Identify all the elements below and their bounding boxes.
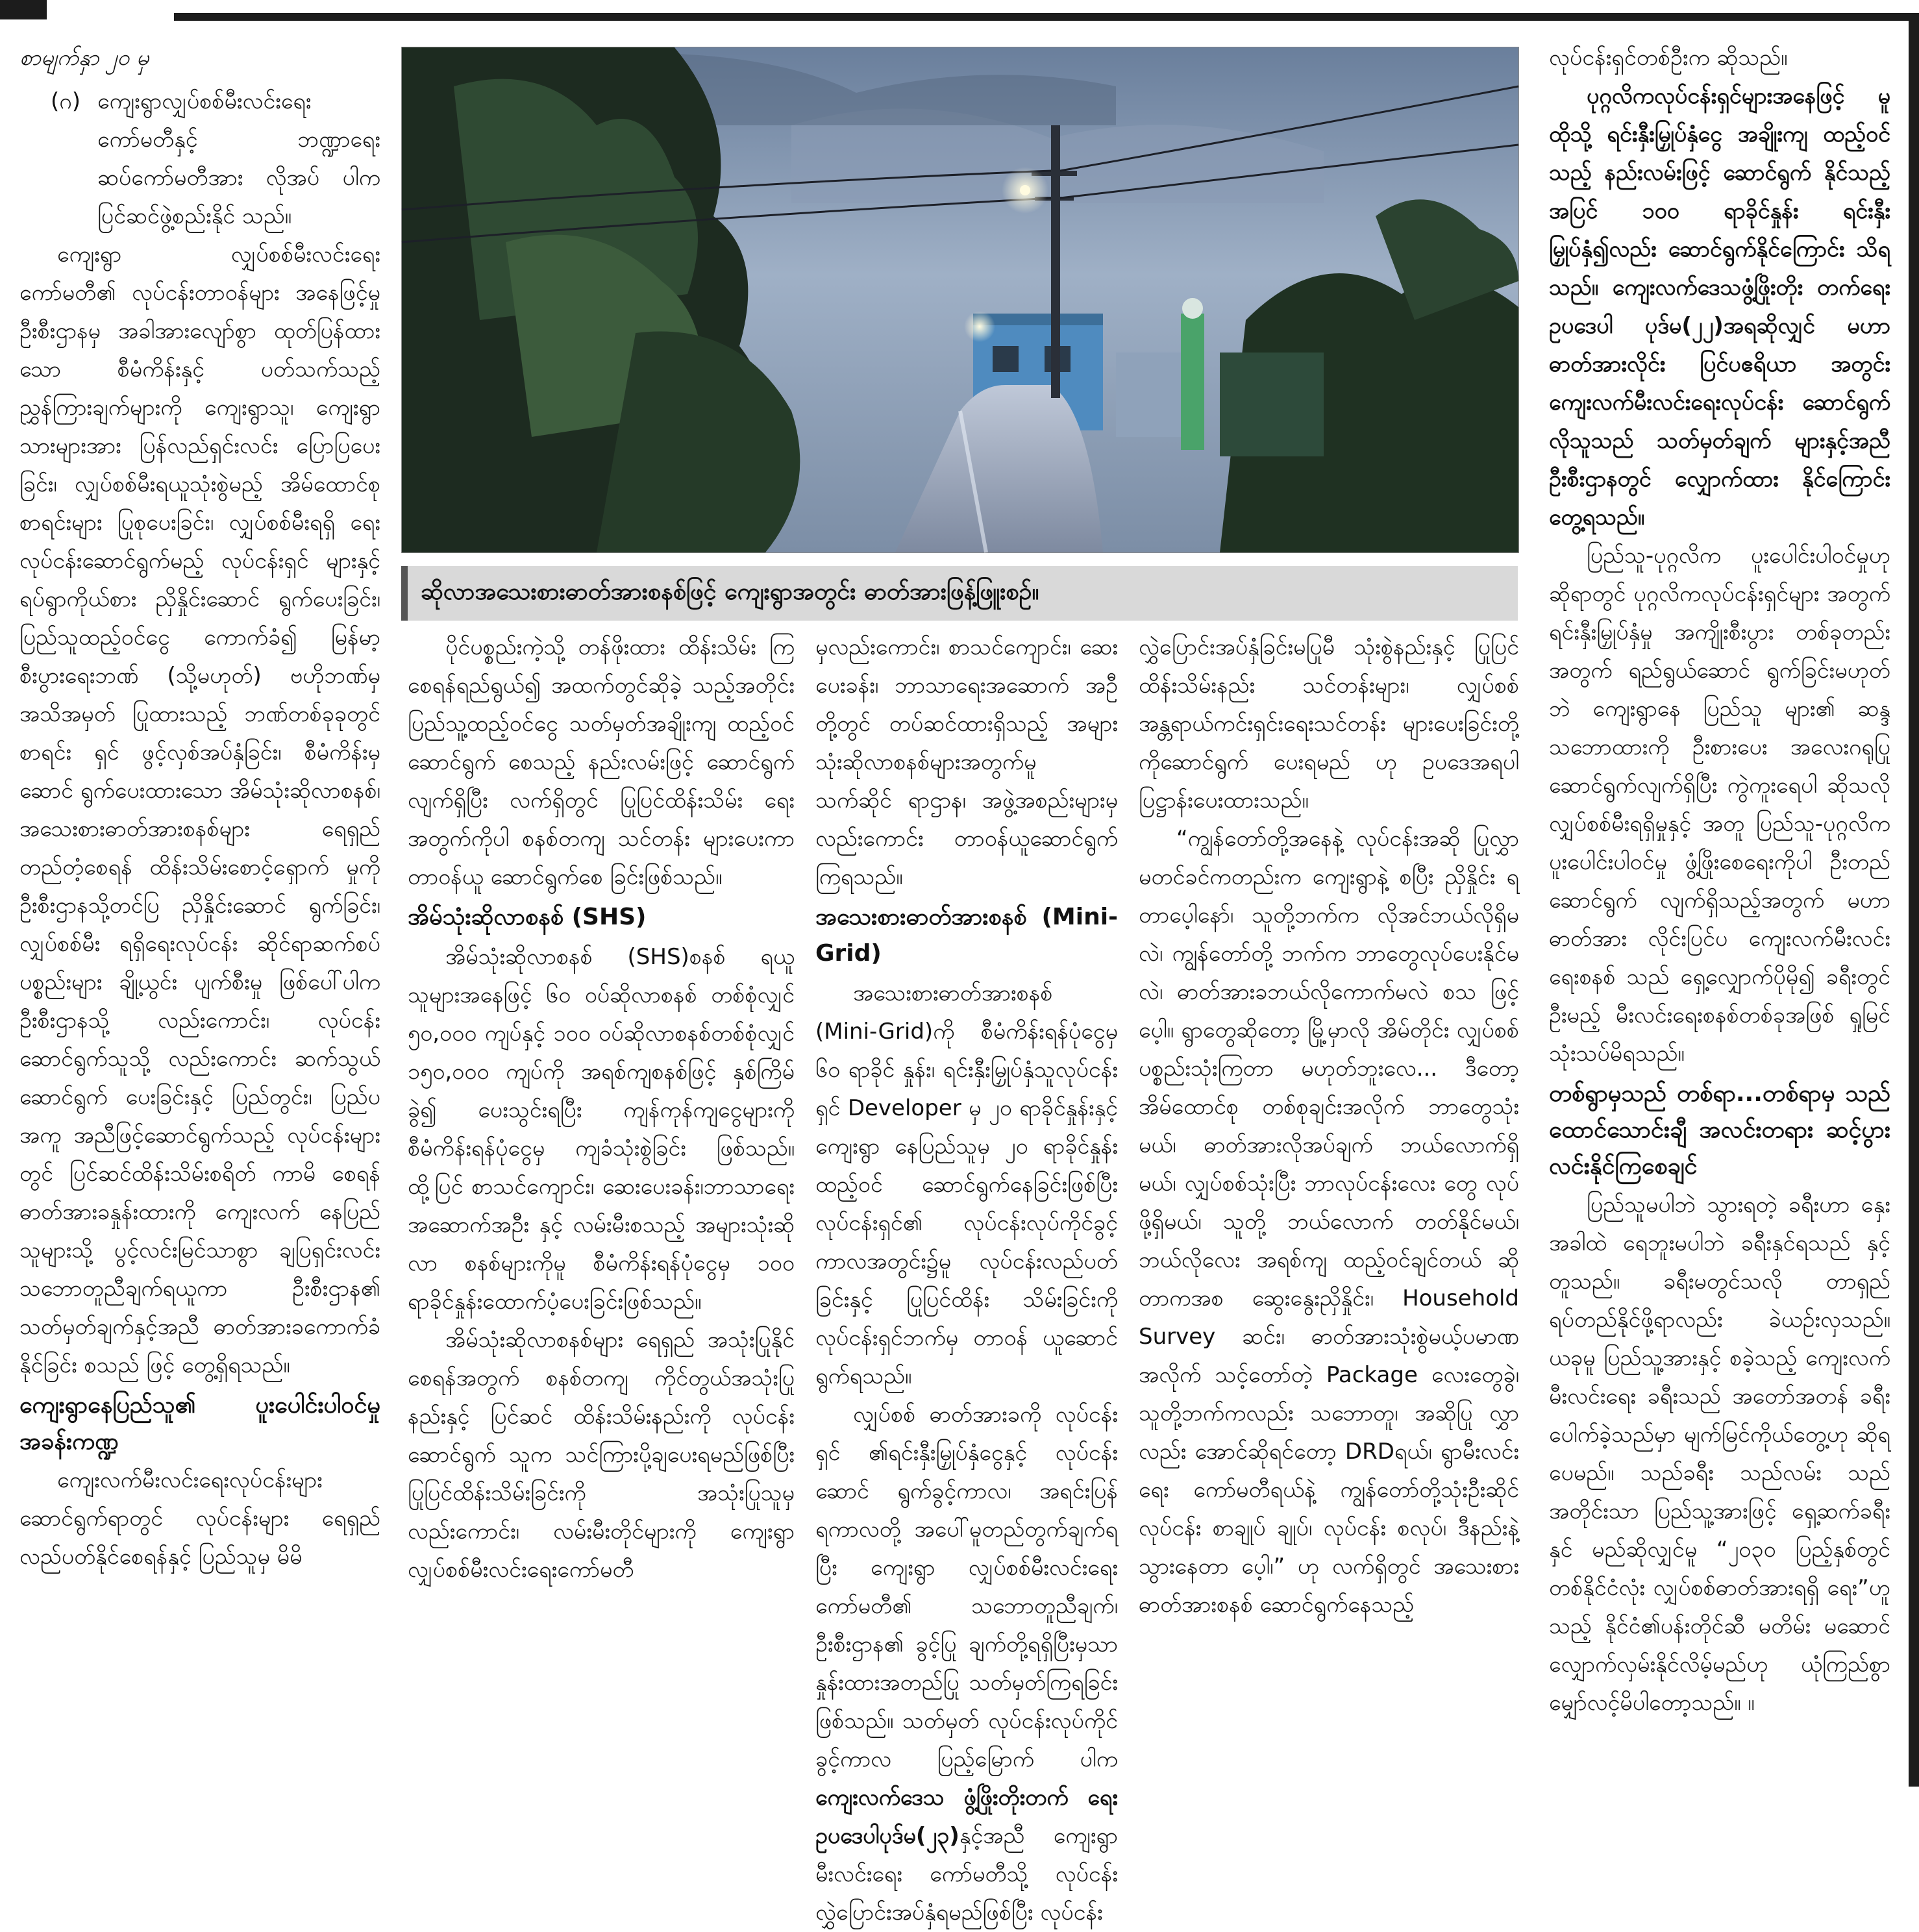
list-item-text: ကျေးရွာလျှပ်စစ်မီးလင်းရေး ကော်မတီနှင့် ဘဏ္ဍာရေး ဆပ်ကော်မတီအား လိုအပ် ပါက ပြင်ဆင်ဖွဲ့စည်းနိုင် သည်။	[97, 88, 380, 229]
paragraph: ကျေးလက်မီးလင်းရေးလုပ်ငန်းများ ဆောင်ရွက်ရာတွင် လုပ်ငန်းများ ရေရှည် လည်ပတ်နိုင်စေရန်နှင့် ပြည်သူမှ မိမိ	[19, 1467, 380, 1570]
paragraph: အိမ်သုံးဆိုလာစနစ်များ ရေရှည် အသုံးပြုနိုင်စေရန်အတွက် စနစ်တကျ ကိုင်တွယ်အသုံးပြုနည်းနှင့် ပြင်ဆင် ထိန်းသိမ်းနည်းကို လုပ်ငန်းဆောင်ရွက် သူက သင်ကြားပို့ချပေးရမည်ဖြစ်ပြီး ပြုပြင်ထိန်းသိမ်းခြင်းကို အသုံးပြုသူမှ လည်းကောင်း၊ လမ်းမီးတိုင်များကို ကျေးရွာလျှပ်စစ်မီးလင်းရေးကော်မတီ	[408, 1327, 795, 1583]
paragraph: ပြည်သူမပါဘဲ သွားရတဲ့ ခရီးဟာ နှေးအခါထဲ ရေဘူးမပါဘဲ ခရီးနှင်ရသည် နှင့်တူသည်။ ခရီးမတွင်သလို တာရှည် ရပ်တည်နိုင်ဖို့ရာလည်း ခဲယဉ်းလှသည်။ ယခုမူ ပြည်သူ့အားနှင့် စခဲ့သည့် ကျေးလက်မီးလင်းရေး ခရီးသည် အတော်အတန် ခရီးပေါက်ခဲ့သည်မှာ မျက်မြင်ကိုယ်တွေ့ဟု ဆိုရပေမည်။ သည်ခရီး သည်လမ်း သည်အတိုင်းသာ ပြည်သူ့အားဖြင့် ရှေ့ဆက်ခရီးနှင် မည်ဆိုလျှင်မူ “၂၀၃၀ ပြည့်နှစ်တွင် တစ်နိုင်ငံလုံး လျှပ်စစ်ဓာတ်အားရရှိ ရေး”ဟူသည့် နိုင်ငံ၏ပန်းတိုင်ဆီ မတိမ်း မဆောင် လျှောက်လှမ်းနိုင်လိမ့်မည်ဟု ယုံကြည်စွာမျှော်လင့်မိပါတော့သည်။ ။	[1549, 1192, 1890, 1716]
article-column-1	[19, 39, 380, 1779]
continued-from: စာမျက်နှာ ၂၀ မှ	[19, 45, 149, 71]
top-rule-right	[174, 13, 1919, 21]
paragraph: လွှဲပြောင်းအပ်နှံခြင်းမပြုမီ သုံးစွဲနည်းနှင့် ပြုပြင်ထိန်းသိမ်းနည်း သင်တန်းများ၊ လျှပ်စစ်အန္တရာယ်ကင်းရှင်းရေးသင်တန်း များပေးခြင်းတို့ကိုဆောင်ရွက် ပေးရမည် ဟု ဥပဒေအရပါ ပြဋ္ဌာန်းပေးထားသည်။	[1139, 634, 1519, 813]
paragraph: ပိုင်ပစ္စည်းကဲ့သို့ တန်ဖိုးထား ထိန်းသိမ်း ကြစေရန်ရည်ရွယ်၍ အထက်တွင်ဆိုခဲ့ သည့်အတိုင်း ပြည်သူ့ထည့်ဝင်ငွေ သတ်မှတ်အချိုးကျ ထည့်ဝင်ဆောင်ရွက် စေသည့် နည်းလမ်းဖြင့် ဆောင်ရွက် လျက်ရှိပြီး လက်ရှိတွင် ပြုပြင်ထိန်းသိမ်း ရေးအတွက်ကိုပါ စနစ်တကျ သင်တန်း များပေးကာ တာဝန်ယူ ဆောင်ရွက်စေ ခြင်းဖြစ်သည်။	[408, 634, 795, 890]
paragraph: ပြည်သူ-ပုဂ္ဂလိက ပူးပေါင်းပါဝင်မှုဟု ဆိုရာတွင် ပုဂ္ဂလိကလုပ်ငန်းရှင်များ အတွက် ရင်းနှီးမြှုပ်နှံမှု အကျိုးစီးပွား တစ်ခုတည်းအတွက် ရည်ရွယ်ဆောင် ရွက်ခြင်းမဟုတ်ဘဲ ကျေးရွာနေ ပြည်သူ များ၏ ဆန္ဒသဘောထားကို ဦးစားပေး အလေးဂရုပြု ဆောင်ရွက်လျက်ရှိပြီး ကွဲကူးရေပါ ဆိုသလို လျှပ်စစ်မီးရရှိမှုနှင့် အတူ ပြည်သူ-ပုဂ္ဂလိက ပူးပေါင်းပါဝင်မှု ဖွံ့ဖြိုးစေရေးကိုပါ ဦးတည်ဆောင်ရွက် လျက်ရှိသည့်အတွက် မဟာဓာတ်အား လိုင်းပြင်ပ ကျေးလက်မီးလင်းရေးစနစ် သည် ရှေ့လျှောက်ပိုမို၍ ခရီးတွင်ဦးမည့် မီးလင်းရေးစနစ်တစ်ခုအဖြစ် ရှုမြင် သုံးသပ်မိရသည်။	[1549, 543, 1890, 1067]
paragraph-text: လျှပ်စစ် ဓာတ်အားခကို လုပ်ငန်းရှင် ၏ရင်းနှီးမြှုပ်နှံငွေနှင့် လုပ်ငန်းဆောင် ရွက်ခွင့်ကာလ၊ အရင်းပြန်ရကာလတို့ အပေါ်မူတည်တွက်ချက်ရပြီး ကျေးရွာ လျှပ်စစ်မီးလင်းရေး ကော်မတီ၏ သဘောတူညီချက်၊ ဦးစီးဌာန၏ ခွင့်ပြု ချက်တို့ရရှိပြီးမှသာ နှုန်းထားအတည်ပြု သတ်မှတ်ကြရခြင်းဖြစ်သည်။ သတ်မှတ် လုပ်ငန်းလုပ်ကိုင်ခွင့်ကာလ ပြည့်မြောက် ပါက	[815, 1402, 1118, 1772]
village-street-photo	[402, 47, 1518, 552]
list-item	[19, 82, 380, 236]
paragraph: လုပ်ငန်းရှင်တစ်ဦးက ဆိုသည်။	[1549, 45, 1788, 71]
list-item-number: (ဂ)	[51, 88, 80, 114]
section-heading: အိမ်သုံးဆိုလာစနစ် (SHS)	[408, 904, 647, 930]
quote-paragraph: “ကျွန်တော်တို့အနေနဲ့ လုပ်ငန်းအဆို ပြုလွှာ မတင်ခင်ကတည်းက ကျေးရွာနဲ့ စပြီး ညှိနှိုင်း ရတာပေ့ါနော်၊ သူတို့ဘက်က လိုအင်ဘယ်လိုရှိမလဲ၊ ကျွန်တော်တို့ ဘက်က ဘာတွေလုပ်ပေးနိုင်မလဲ၊ ဓာတ်အားခဘယ်လိုကောက်မလဲ စသ ဖြင့်ပေ့ါ။ ရွာတွေဆိုတော့ မြို့မှာလို အိမ်တိုင်း လျှပ်စစ်ပစ္စည်းသုံးကြတာ မဟုတ်ဘူးလေ... ဒီတော့ အိမ်ထောင်စု တစ်စုချင်းအလိုက် ဘာတွေသုံးမယ်၊ ဓာတ်အားလိုအပ်ချက် ဘယ်လောက်ရှိ မယ်၊ လျှပ်စစ်သုံးပြီး ဘာလုပ်ငန်းလေး တွေ လုပ်ဖို့ရှိမယ်၊ သူတို့ ဘယ်လောက် တတ်နိုင်မယ်၊ ဘယ်လိုလေး အရစ်ကျ ထည့်ဝင်ချင်တယ် ဆိုတာကအစ ဆွေးနွေးညှိနှိုင်း၊ Household Survey ဆင်း၊ ဓာတ်အားသုံးစွဲမယ့်ပမာဏအလိုက် သင့်တော်တဲ့ Package လေးတွေခွဲ၊ သူတို့ဘက်ကလည်း သဘောတူ၊ အဆိုပြု လွှာလည်း အောင်ဆိုရင်တော့ DRDရယ်၊ ရွာမီးလင်းရေး ကော်မတီရယ်နဲ့ ကျွန်တော်တို့သုံးဦးဆိုင် လုပ်ငန်း စာချုပ် ချုပ်၊ လုပ်ငန်း စလုပ်၊ ဒီနည်းနဲ့သွားနေတာ ပေ့ါ၊” ဟု လက်ရှိတွင် အသေးစား ဓာတ်အားစနစ် ဆောင်ရွက်နေသည့်	[1139, 826, 1519, 1618]
paragraph: အိမ်သုံးဆိုလာစနစ် (SHS)စနစ် ရယူ သူများအနေဖြင့် ၆၀ ဝပ်ဆိုလာစနစ် တစ်စုံလျှင် ၅၀,၀၀၀ ကျပ်နှင့် ၁၀၀ ဝပ်ဆိုလာစနစ်တစ်စုံလျှင် ၁၅၀,၀၀၀ ကျပ်ကို အရစ်ကျစနစ်ဖြင့် နှစ်ကြိမ်ခွဲ၍ ပေးသွင်းရပြီး ကျန်ကုန်ကျငွေများကို စီမံကိန်းရန်ပုံငွေမှ ကျခံသုံးစွဲခြင်း ဖြစ်သည်။ ထို့ပြင် စာသင်ကျောင်း၊ ဆေးပေးခန်း၊ဘာသာရေးအဆောက်အဦး နှင့် လမ်းမီးစသည့် အများသုံးဆိုလာ စနစ်များကိုမူ စီမံကိန်းရန်ပုံငွေမှ ၁၀၀ ရာခိုင်နှုန်းထောက်ပံ့ပေးခြင်းဖြစ်သည်။	[408, 944, 795, 1315]
top-rule-left	[0, 0, 47, 19]
article-column-4	[1139, 628, 1519, 1779]
paragraph: မှလည်းကောင်း၊ စာသင်ကျောင်း၊ ဆေးပေးခန်း၊ ဘာသာရေးအဆောက် အဦတို့တွင် တပ်ဆင်ထားရှိသည့် အများ သုံးဆိုလာစနစ်များအတွက်မူ သက်ဆိုင် ရာဌာန၊ အဖွဲ့အစည်းများမှလည်းကောင်း တာဝန်ယူဆောင်ရွက်ကြရသည်။	[815, 634, 1118, 890]
bold-paragraph: ပုဂ္ဂလိကလုပ်ငန်းရှင်များအနေဖြင့် မူ ထိုသို့ ရင်းနှီးမြှုပ်နှံငွေ အချိုးကျ ထည့်ဝင်သည့် နည်းလမ်းဖြင့် ဆောင်ရွက် နိုင်သည့်အပြင် ၁၀၀ ရာခိုင်နှုန်း ရင်းနှီး မြှုပ်နှံ၍လည်း ဆောင်ရွက်နိုင်ကြောင်း သိရသည်။ ကျေးလက်ဒေသဖွံ့ဖြိုးတိုး တက်ရေးဥပဒေပါ ပုဒ်မ(၂၂)အရဆိုလျှင် မဟာဓာတ်အားလိုင်း ပြင်ပဧရိယာ အတွင်း ကျေးလက်မီးလင်းရေးလုပ်ငန်း ဆောင်ရွက်လိုသူသည် သတ်မှတ်ချက် များနှင့်အညီ ဦးစီးဌာနတွင် လျှောက်ထား နိုင်ကြောင်းတွေ့ရသည်။	[1549, 83, 1890, 530]
article-column-5	[1549, 39, 1890, 1779]
article-column-2	[408, 628, 795, 1779]
article-column-3	[815, 628, 1118, 1926]
paragraph: ကျေးရွာ လျှပ်စစ်မီးလင်းရေး ကော်မတီ၏ လုပ်ငန်းတာဝန်များ အနေဖြင့်မှု ဦးစီးဌာနမှ အခါအားလျော်စွာ ထုတ်ပြန်ထားသော စီမံကိန်းနှင့် ပတ်သက်သည့် ညွှန်ကြားချက်များကို ကျေးရွာသူ၊ ကျေးရွာသားများအား ပြန်လည်ရှင်းလင်း ပြောပြပေးခြင်း၊ လျှပ်စစ်မီးရယူသုံးစွဲမည့် အိမ်ထောင်စု စာရင်းများ ပြုစုပေးခြင်း၊ လျှပ်စစ်မီးရရှိ ရေးလုပ်ငန်းဆောင်ရွက်မည့် လုပ်ငန်းရှင် များနှင့် ရပ်ရွာကိုယ်စား ညှိနှိုင်းဆောင် ရွက်ပေးခြင်း၊ ပြည်သူထည့်ဝင်ငွေ ကောက်ခံ၍ မြန်မာ့စီးပွားရေးဘဏ် (သို့မဟုတ်) ဗဟိုဘဏ်မှ အသိအမှတ် ပြုထားသည့် ဘဏ်တစ်ခုခုတွင် စာရင်း ရှင် ဖွင့်လှစ်အပ်နှံခြင်း၊ စီမံကိန်းမှ ဆောင် ရွက်ပေးထားသော အိမ်သုံးဆိုလာစနစ်၊ အသေးစားဓာတ်အားစနစ်များ ရေရှည် တည်တံ့စေရန် ထိန်းသိမ်းစောင့်ရှောက် မှုကို ဦးစီးဌာနသို့တင်ပြ ညှိနှိုင်းဆောင် ရွက်ခြင်း၊ လျှပ်စစ်မီး ရရှိရေးလုပ်ငန်း ဆိုင်ရာဆက်စပ်ပစ္စည်းများ ချို့ယွင်း ပျက်စီးမှု ဖြစ်ပေါ်ပါက ဦးစီးဌာနသို့ လည်းကောင်း၊ လုပ်ငန်းဆောင်ရွက်သူသို့ လည်းကောင်း ဆက်သွယ်ဆောင်ရွက် ပေးခြင်းနှင့် ပြည်တွင်း၊ ပြည်ပ အကူ အညီဖြင့်ဆောင်ရွက်သည့် လုပ်ငန်းများ တွင် ပြင်ဆင်ထိန်းသိမ်းစရိတ် ကာမိ စေရန်ဓာတ်အားခနှုန်းထားကို ကျေးလက် နေပြည်သူများသို့ ပွင့်လင်းမြင်သာစွာ ချပြရှင်းလင်း သဘောတူညီချက်ရယူကာ ဦးစီးဌာန၏ သတ်မှတ်ချက်နှင့်အညီ ဓာတ်အားခကောက်ခံနိုင်ခြင်း စသည် ဖြင့် တွေ့ရှိရသည်။	[19, 242, 380, 1378]
article-photo	[401, 47, 1519, 553]
right-border	[1909, 13, 1919, 1787]
section-heading: ကျေးရွာနေပြည်သူ၏ ပူးပေါင်းပါဝင်မှုအခန်းကဏ္ဍ	[19, 1392, 380, 1455]
law-reference: ကျေးလက်ဒေသ ဖွံ့ဖြိုးတိုးတက် ရေးဥပဒေပါပုဒ်မ(၂၃)	[815, 1785, 1118, 1849]
section-heading: အသေးစားဓာတ်အားစနစ် (Mini-Grid)	[815, 904, 1118, 967]
paragraph: အသေးစားဓာတ်အားစနစ် (Mini-Grid)ကို စီမံကိန်းရန်ပုံငွေမှ ၆၀ ရာခိုင် နှုန်း၊ ရင်းနှီးမြှုပ်နှံသူလုပ်ငန်းရှင် Developer မှ ၂၀ ရာခိုင်နှုန်းနှင့် ကျေးရွာ နေပြည်သူမှ ၂၀ ရာခိုင်နှုန်းထည့်ဝင် ဆောင်ရွက်နေခြင်းဖြစ်ပြီး လုပ်ငန်းရှင်၏ လုပ်ငန်းလုပ်ကိုင်ခွင့်ကာလအတွင်း၌မူ လုပ်ငန်းလည်ပတ်ခြင်းနှင့် ပြုပြင်ထိန်း သိမ်းခြင်းကို လုပ်ငန်းရှင်ဘက်မှ တာဝန် ယူဆောင်ရွက်ရသည်။	[815, 980, 1118, 1389]
photo-caption: ဆိုလာအသေးစားဓာတ်အားစနစ်ဖြင့် ကျေးရွာအတွင်း ဓာတ်အားဖြန့်ဖြူးစဉ်။	[401, 566, 1518, 621]
paragraph	[815, 1396, 1118, 1932]
paragraph-text-end: နှင့်အညီ ကျေးရွာ မီးလင်းရေး ကော်မတီသို့ လုပ်ငန်း လွှဲပြောင်းအပ်နှံရမည်ဖြစ်ပြီး လုပ်ငန်း	[815, 1823, 1118, 1926]
section-heading: တစ်ရွာမှသည် တစ်ရာ...တစ်ရာမှ သည် ထောင်သောင်းချီ အလင်းတရား ဆင့်ပွားလင်းနိုင်ကြစေချင်	[1549, 1080, 1890, 1180]
